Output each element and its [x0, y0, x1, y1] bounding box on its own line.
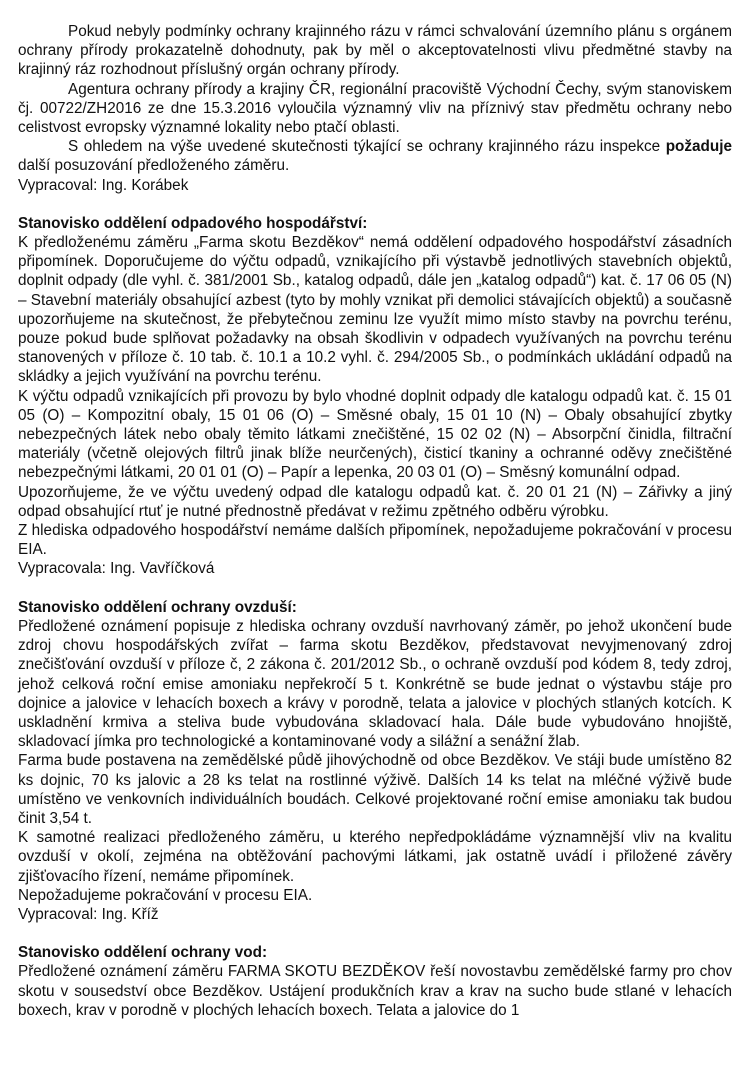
intro-paragraph-agency: Agentura ochrany přírody a krajiny ČR, regionální pracoviště Východní Čechy, svým stanoviskem čj. 00722/ZH2016 ze dne 15.3.2016 vyloučila významný vliv na příznivý stav předmětu ochrany nebo celistvost evropsky významné lokality nebo ptačí oblasti.	[18, 80, 732, 137]
waste-paragraph-3: Upozorňujeme, že ve výčtu uvedený odpad dle katalogu odpadů kat. č. 20 01 21 (N) – Zářivky a jiný odpad obsahující rtuť je nutné přednostně předávat v režimu zpětného odběru výrobku.	[18, 483, 732, 520]
requirement-text-after: další posuzování předloženého záměru.	[18, 157, 290, 175]
waste-signature: Vypracovala: Ing. Vavříčková	[18, 560, 215, 578]
air-heading: Stanovisko oddělení ochrany ovzduší:	[18, 598, 297, 616]
requirement-text-before: S ohledem na výše uvedené skutečnosti týkající se ochrany krajinného rázu inspekce	[68, 138, 661, 156]
water-heading: Stanovisko oddělení ochrany vod:	[18, 944, 268, 962]
water-paragraph-1: Předložené oznámení záměru FARMA SKOTU BEZDĚKOV řeší novostavbu zemědělské farmy pro chov skotu v sousedství obce Bezděkov. Ustájení produkčních krav a krav na sucho bude stlané v lehacích boxech, krav v porodně v plochých lehacích boxech. Telata a jalovice do 1	[18, 963, 732, 1019]
air-paragraph-2: Farma bude postavena na zemědělské půdě jihovýchodně od obce Bezděkov. Ve stáji bude umístěno 82 ks dojnic, 70 ks jalovic a 28 ks telat na rostlinné výživě. Dalších 14 ks telat na mléčné výživě bude umístěno ve venkovních individuálních boudách. Celkové projektované roční emise amoniaku tak budou činit 3,54 t.	[18, 752, 732, 827]
intro-signature: Vypracoval: Ing. Korábek	[18, 176, 189, 194]
intro-paragraph-requirement	[18, 137, 732, 175]
intro-paragraph-landscape: Pokud nebyly podmínky ochrany krajinného rázu v rámci schvalování územního plánu s orgánem ochrany přírody prokazatelně dohodnuty, pak by měl o akceptovatelnosti vlivu předmětné stavby na krajinný ráz rozhodnout příslušný orgán ochrany přírody.	[18, 23, 732, 79]
spacer	[18, 924, 732, 943]
waste-paragraph-1: K předloženému záměru „Farma skotu Bezděkov“ nemá oddělení odpadového hospodářství zásadních připomínek. Doporučujeme do výčtu odpadů, vznikajícího při výstavbě jednotlivých stavebních objektů, doplnit odpady (dle vyhl. č. 381/2001 Sb., katalog odpadů, dále jen „katalog odpadů“) kat. č. 17 06 05 (N) – Stavební materiály obsahující azbest (tyto by mohly vznikat při demolici stávajících objektů) a současně upozorňujeme na skutečnost, že přebytečnou zeminu lze využít mimo místo stavby na povrchu terénu, pouze pokud bude splňovat požadavky na obsah škodlivin v odpadech využívaných na povrchu terénu stanovených v příloze č. 10 tab. č. 10.1 a 10.2 vyhl. č. 294/2005 Sb., o podmínkách ukládání odpadů na skládky a jejich využívání na povrchu terénu.	[18, 234, 732, 386]
spacer	[18, 195, 732, 214]
air-paragraph-3: K samotné realizaci předloženého záměru, u kterého nepředpokládáme významnější vliv na kvalitu ovzduší v okolí, zejména na obtěžování pachovými látkami, jak ostatně uvádí i přiložené závěry zjišťovacího řízení, nemáme připomínek.	[18, 829, 732, 885]
waste-paragraph-4: Z hlediska odpadového hospodářství nemáme dalších připomínek, nepožadujeme pokračování v procesu EIA.	[18, 522, 732, 559]
spacer	[18, 579, 732, 598]
requirement-bold: požaduje	[665, 138, 732, 156]
air-paragraph-4: Nepožadujeme pokračování v procesu EIA.	[18, 886, 313, 904]
air-paragraph-1: Předložené oznámení popisuje z hlediska ochrany ovzduší navrhovaný záměr, po jehož ukončení bude zdroj chovu hospodářských zvířat – farma skotu Bezděkov, představovat nevyjmenovaný zdroj znečišťování ovzduší v příloze č, 2 zákona č. 201/2012 Sb., o ochraně ovzduší pod kódem 8, tedy zdroj, jehož celková roční emise amoniaku nepřekročí 5 t. Konkrétně se bude jednat o výstavbu stáje pro dojnice a jalovice v lehacích boxech a krávy v porodně, telata a jalovice v plochých stlaných kotcích. K uskladnění krmiva a steliva bude vybudována skladovací hala. Dále bude vybudováno hnojiště, skladovací jímka pro technologické a kontaminované vody a silážní a senážní žlab.	[18, 617, 732, 751]
waste-heading: Stanovisko oddělení odpadového hospodářství:	[18, 214, 368, 232]
air-signature: Vypracoval: Ing. Kříž	[18, 905, 159, 923]
document-page	[18, 22, 732, 1020]
waste-paragraph-2: K výčtu odpadů vznikajících při provozu by bylo vhodné doplnit odpady dle katalogu odpadů kat. č. 15 01 05 (O) – Kompozitní obaly, 15 01 06 (O) – Směsné obaly, 15 01 10 (N) – Obaly obsahující zbytky nebezpečných látek nebo obaly těmito látkami znečištěné, 15 02 02 (N) – Absorpční činidla, filtrační materiály (včetně olejových filtrů jinak blíže neurčených), čisticí tkaniny a ochranné oděvy znečištěné nebezpečnými látkami, 20 01 01 (O) – Papír a lepenka, 20 03 01 (O) – Směsný komunální odpad.	[18, 387, 732, 482]
